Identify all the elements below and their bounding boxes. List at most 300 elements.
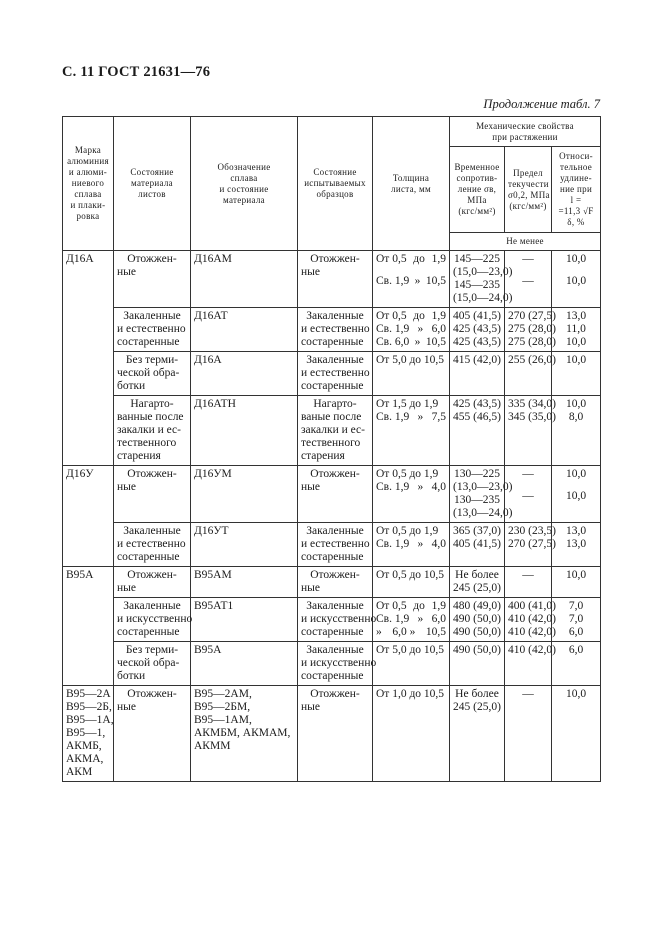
thickness-cell xyxy=(373,598,450,642)
yield-value: 400 (41,0) xyxy=(508,600,556,612)
designation-text: Д16АМ xyxy=(194,253,232,265)
test-state-text: старения xyxy=(301,450,345,462)
thickness-range xyxy=(376,468,446,481)
state-text: ные xyxy=(117,582,136,594)
thickness-range xyxy=(376,336,446,349)
table-row xyxy=(63,352,601,396)
thickness-cell xyxy=(373,466,450,523)
header-line: Временное xyxy=(454,162,500,172)
test-state-text: и естественно xyxy=(301,538,370,550)
thickness-range xyxy=(376,626,446,639)
elongation-cell xyxy=(552,352,601,396)
state-text: состаренные xyxy=(117,336,180,348)
tensile-value: 130—225 xyxy=(454,468,500,480)
thickness-part: 6,0 » xyxy=(392,626,416,638)
test-state-text: состаренные xyxy=(301,551,364,563)
tensile-value: 245 (25,0) xyxy=(453,582,501,594)
spacer xyxy=(508,266,548,275)
test-state-text: состаренные xyxy=(301,336,364,348)
thickness-part: Св. 1,9 xyxy=(376,323,410,335)
thickness-part: От 0,5 xyxy=(376,253,407,265)
designation-cell xyxy=(191,523,298,567)
state-text: ческой обра- xyxy=(117,367,180,379)
table-row xyxy=(63,686,601,782)
thickness-part: 1,9 xyxy=(431,600,446,612)
header-line: при растяжении xyxy=(492,131,558,142)
header-line: МПа xyxy=(467,195,487,205)
tensile-value: 455 (46,5) xyxy=(453,411,501,423)
thickness-part: От 0,5 до 1,9 xyxy=(376,468,439,480)
state-text: состаренные xyxy=(117,551,180,563)
tensile-cell xyxy=(450,598,505,642)
state-cell xyxy=(114,251,191,308)
elongation-value: 7,0 xyxy=(568,600,584,612)
elongation-value: 13,0 xyxy=(565,310,587,322)
yield-value: 275 (28,0) xyxy=(508,323,556,335)
brand-name: В95—2Б, xyxy=(66,701,112,713)
test-state-cell xyxy=(298,686,373,782)
tensile-value: 130—235 xyxy=(454,494,500,506)
header-line: текучести xyxy=(508,178,549,189)
designation-text: Д16А xyxy=(194,354,222,366)
designation-text: В95—2АМ, xyxy=(194,688,252,700)
test-state-cell xyxy=(298,598,377,642)
spacer xyxy=(508,481,548,490)
thickness-range xyxy=(376,411,446,424)
elongation-value: 10,0 xyxy=(565,336,587,348)
state-cell xyxy=(114,308,191,352)
yield-value: — xyxy=(522,490,534,502)
state-cell xyxy=(114,642,191,686)
tensile-value: (13,0—24,0) xyxy=(453,507,513,519)
elongation-value: 10,0 xyxy=(565,354,587,366)
test-state-text: Нагарто- xyxy=(313,398,357,410)
designation-cell xyxy=(191,598,298,642)
tensile-value: Не более xyxy=(455,688,499,700)
designation-text: АКММ xyxy=(194,740,231,752)
yield-value: — xyxy=(522,468,534,480)
thickness-cell xyxy=(373,686,450,782)
header-line: δ, % xyxy=(567,217,585,227)
header-line: Относи- xyxy=(559,151,593,161)
header-line: образцов xyxy=(316,189,354,199)
designation-cell xyxy=(191,308,298,352)
header-line: и плаки- xyxy=(70,200,106,210)
thickness-range xyxy=(376,481,446,494)
elongation-cell xyxy=(552,308,601,352)
thickness-part: 1,9 xyxy=(431,253,446,265)
header-line: ровка xyxy=(76,211,100,221)
header-line: сплава xyxy=(230,172,258,183)
header-line: и состояние xyxy=(219,183,269,194)
test-state-cell xyxy=(298,251,373,308)
designation-text: Д16УМ xyxy=(194,468,232,480)
brand-name: АКМБ, xyxy=(66,740,102,752)
tensile-value: 490 (50,0) xyxy=(453,613,501,625)
tensile-value: (15,0—24,0) xyxy=(453,292,513,304)
test-state-text: Закаленные xyxy=(306,525,364,537)
designation-text: Д16АТ xyxy=(194,310,228,322)
mechanical-properties-table xyxy=(62,116,601,782)
state-text: ческой обра- xyxy=(117,657,180,669)
thickness-part: От 5,0 до 10,5 xyxy=(376,644,445,656)
yield-value: 410 (42,0) xyxy=(508,644,556,656)
tensile-value: 145—225 xyxy=(454,253,500,265)
brand-name: АКМ xyxy=(66,766,93,778)
thickness-range xyxy=(376,569,446,582)
yield-value: 275 (28,0) xyxy=(508,336,556,348)
state-text: ные xyxy=(117,266,136,278)
thickness-range xyxy=(376,275,446,288)
yield-value: — xyxy=(522,275,534,287)
state-text: ботки xyxy=(117,380,146,392)
yield-cell xyxy=(505,642,556,686)
header-line: ление σв, xyxy=(457,184,497,194)
tensile-cell xyxy=(450,308,505,352)
spacer xyxy=(555,266,597,275)
thickness-part: » xyxy=(414,275,421,287)
header-test-state xyxy=(298,117,373,251)
thickness-range xyxy=(376,538,446,551)
state-text: тественного xyxy=(117,437,177,449)
thickness-part: » xyxy=(417,323,424,335)
elongation-cell xyxy=(552,642,601,686)
thickness-part: » xyxy=(417,481,424,493)
elongation-cell xyxy=(552,523,601,567)
table-body xyxy=(63,251,601,782)
thickness-range xyxy=(376,600,446,613)
state-cell xyxy=(114,352,191,396)
brand-cell xyxy=(63,567,114,686)
thickness-part: Св. 1,9 xyxy=(376,275,410,287)
test-state-text: и искусственно xyxy=(301,613,377,625)
thickness-range xyxy=(376,398,446,411)
designation-text: В95—1АМ, xyxy=(194,714,252,726)
thickness-range xyxy=(376,525,446,538)
thickness-part: 6,0 xyxy=(431,613,446,625)
thickness-part: Св. 1,9 xyxy=(376,411,410,423)
tensile-cell xyxy=(450,396,505,466)
tensile-value: 405 (41,5) xyxy=(453,538,501,550)
header-state xyxy=(114,117,191,251)
header-not-less: Не менее xyxy=(450,233,601,251)
designation-text: АКМБМ, АКМАМ, xyxy=(194,727,291,739)
yield-value: — xyxy=(522,569,534,581)
brand-cell xyxy=(63,686,114,782)
tensile-cell xyxy=(450,352,505,396)
header-designation xyxy=(191,117,298,251)
brand-cell xyxy=(63,251,114,466)
thickness-part: до xyxy=(413,310,425,322)
brand-cell xyxy=(63,466,114,567)
state-cell xyxy=(114,396,191,466)
designation-text: В95АТ1 xyxy=(194,600,234,612)
elongation-cell xyxy=(552,396,601,466)
thickness-part: » xyxy=(417,613,424,625)
elongation-value: 10,0 xyxy=(565,468,587,480)
tensile-value: 425 (43,5) xyxy=(453,323,501,335)
test-state-text: тественного xyxy=(301,437,361,449)
state-text: Закаленные xyxy=(123,525,181,537)
tensile-cell xyxy=(450,251,513,308)
thickness-part: От 1,5 до 1,9 xyxy=(376,398,439,410)
thickness-part: 4,0 xyxy=(431,538,446,550)
state-text: состаренные xyxy=(117,626,180,638)
table-continuation-caption: Продолжение табл. 7 xyxy=(483,97,600,111)
thickness-part: От 0,5 до 1,9 xyxy=(376,525,439,537)
yield-value: 345 (35,0) xyxy=(508,411,556,423)
test-state-text: ные xyxy=(301,701,320,713)
yield-value: — xyxy=(522,253,534,265)
thickness-part: 7,5 xyxy=(431,411,446,423)
thickness-part: » xyxy=(376,626,382,638)
test-state-text: закалки и ес- xyxy=(301,424,365,436)
header-line: алюминия xyxy=(67,156,109,166)
thickness-range xyxy=(376,253,446,266)
elongation-cell xyxy=(552,251,601,308)
thickness-part: От 0,5 до 10,5 xyxy=(376,569,445,581)
yield-cell xyxy=(505,686,552,782)
thickness-part: От 1,0 до 10,5 xyxy=(376,688,445,700)
brand-name: АКМА, xyxy=(66,753,104,765)
test-state-cell xyxy=(298,352,373,396)
thickness-part: 1,9 xyxy=(431,310,446,322)
page-title: С. 11 ГОСТ 21631—76 xyxy=(62,64,211,80)
elongation-value: 6,0 xyxy=(568,626,584,638)
designation-cell xyxy=(191,567,298,598)
state-text: ные xyxy=(117,481,136,493)
header-line: Состояние xyxy=(313,167,357,177)
state-cell xyxy=(114,598,191,642)
test-state-text: Отожжен- xyxy=(310,688,360,700)
table-row xyxy=(63,598,601,642)
tensile-value: 415 (42,0) xyxy=(453,354,501,366)
state-text: и естественно xyxy=(117,538,186,550)
test-state-cell xyxy=(298,642,377,686)
thickness-part: Св. 1,9 xyxy=(376,481,410,493)
brand-name: В95—2А xyxy=(66,688,111,700)
yield-cell xyxy=(505,396,556,466)
yield-value: 410 (42,0) xyxy=(508,626,556,638)
header-mech-group xyxy=(450,117,601,147)
elongation-value: 13,0 xyxy=(565,525,587,537)
header-line: материала xyxy=(223,194,265,205)
thickness-part: 10,5 xyxy=(425,626,446,638)
designation-cell xyxy=(191,396,298,466)
state-text: Без терми- xyxy=(125,644,179,656)
state-cell xyxy=(114,567,191,598)
thickness-range xyxy=(376,310,446,323)
designation-text: В95А xyxy=(194,644,222,656)
header-tensile xyxy=(450,147,505,233)
elongation-value: 7,0 xyxy=(568,613,584,625)
designation-cell xyxy=(191,686,298,782)
elongation-cell xyxy=(552,567,601,598)
elongation-cell xyxy=(552,686,601,782)
state-text: и искусственно xyxy=(117,613,193,625)
tensile-value: (13,0—23,0) xyxy=(453,481,513,493)
state-text: ботки xyxy=(117,670,146,682)
tensile-value: 365 (37,0) xyxy=(453,525,501,537)
test-state-text: Закаленные xyxy=(306,354,364,366)
state-text: Закаленные xyxy=(123,310,181,322)
thickness-range xyxy=(376,613,446,626)
yield-value: 270 (27,5) xyxy=(508,310,556,322)
test-state-text: и естественно xyxy=(301,367,370,379)
table-row xyxy=(63,523,601,567)
header-line: Состояние xyxy=(130,167,174,177)
test-state-text: состаренные xyxy=(301,626,364,638)
yield-value: 230 (23,5) xyxy=(508,525,556,537)
yield-cell xyxy=(505,598,556,642)
header-line: σ0,2, МПа xyxy=(508,189,550,200)
elongation-value: 10,0 xyxy=(565,688,587,700)
tensile-cell xyxy=(450,567,505,598)
brand-name: В95—1А, xyxy=(66,714,114,726)
state-text: Отожжен- xyxy=(127,468,177,480)
state-text: и естественно xyxy=(117,323,186,335)
header-line: Марка xyxy=(74,145,102,155)
tensile-value: (15,0—23,0) xyxy=(453,266,513,278)
header-line: листов xyxy=(138,189,166,199)
thickness-part: Св. 1,9 xyxy=(376,613,410,625)
elongation-value: 8,0 xyxy=(568,411,584,423)
thickness-cell xyxy=(373,523,450,567)
header-line: испытываемых xyxy=(304,178,366,188)
test-state-text: состаренные xyxy=(301,380,364,392)
header-line: ние при xyxy=(559,184,593,194)
state-text: Нагарто- xyxy=(130,398,174,410)
brand-name: Д16У xyxy=(66,468,94,480)
state-text: Без терми- xyxy=(125,354,179,366)
test-state-text: ваные после xyxy=(301,411,362,423)
state-text: старения xyxy=(117,450,161,462)
yield-cell xyxy=(505,523,556,567)
test-state-text: состаренные xyxy=(301,670,364,682)
state-text: закалки и ес- xyxy=(117,424,181,436)
thickness-part: » xyxy=(414,336,421,348)
thickness-part: 4,0 xyxy=(431,481,446,493)
header-brand xyxy=(63,117,114,251)
test-state-text: Закаленные xyxy=(306,644,364,656)
spacer xyxy=(376,266,446,275)
test-state-text: ные xyxy=(301,582,320,594)
elongation-value: 10,0 xyxy=(565,398,587,410)
tensile-cell xyxy=(450,642,505,686)
test-state-cell xyxy=(298,567,373,598)
header-line: ниевого xyxy=(71,178,105,188)
state-text: ванные после xyxy=(117,411,184,423)
header-line: листа, мм xyxy=(391,183,431,194)
tensile-cell xyxy=(450,466,513,523)
test-state-text: ные xyxy=(301,266,320,278)
table-row xyxy=(63,251,601,308)
test-state-cell xyxy=(298,396,373,466)
thickness-cell xyxy=(373,396,450,466)
yield-value: 270 (27,5) xyxy=(508,538,556,550)
yield-cell xyxy=(505,308,556,352)
test-state-cell xyxy=(298,523,373,567)
header-line: сплава xyxy=(74,189,102,199)
tensile-value: 490 (50,0) xyxy=(453,626,501,638)
table-row xyxy=(63,642,601,686)
state-text: Закаленные xyxy=(123,600,181,612)
spacer xyxy=(555,481,597,490)
thickness-part: » xyxy=(417,411,424,423)
test-state-text: ные xyxy=(301,481,320,493)
designation-cell xyxy=(191,251,298,308)
thickness-cell xyxy=(373,567,450,598)
thickness-part: Св. 6,0 xyxy=(376,336,410,348)
tensile-value: 425 (43,5) xyxy=(453,398,501,410)
tensile-cell xyxy=(450,523,505,567)
header-line: (кгс/мм²) xyxy=(509,200,547,211)
state-cell xyxy=(114,523,191,567)
thickness-cell xyxy=(373,308,450,352)
designation-cell xyxy=(191,642,298,686)
elongation-value: 13,0 xyxy=(565,538,587,550)
designation-cell xyxy=(191,352,298,396)
tensile-value: Не более xyxy=(455,569,499,581)
tensile-value: 480 (49,0) xyxy=(453,600,501,612)
yield-cell xyxy=(505,352,556,396)
table-row xyxy=(63,396,601,466)
header-line: (кгс/мм²) xyxy=(458,206,496,216)
state-text: ные xyxy=(117,701,136,713)
header-line: l = xyxy=(570,195,582,205)
thickness-cell xyxy=(373,642,450,686)
designation-cell xyxy=(191,466,298,523)
thickness-part: От 5,0 до 10,5 xyxy=(376,354,445,366)
thickness-range xyxy=(376,323,446,336)
tensile-value: 490 (50,0) xyxy=(453,644,501,656)
table-row xyxy=(63,466,601,523)
elongation-value: 10,0 xyxy=(565,275,587,287)
test-state-text: Отожжен- xyxy=(310,569,360,581)
header-elongation xyxy=(552,147,601,233)
elongation-value: 11,0 xyxy=(566,323,586,335)
header-line: =11,3 √F xyxy=(558,206,594,216)
table-row xyxy=(63,308,601,352)
test-state-cell xyxy=(298,466,373,523)
header-thickness xyxy=(373,117,450,251)
header-line: Механические свойства xyxy=(476,120,574,131)
table-row xyxy=(63,567,601,598)
elongation-value: 10,0 xyxy=(565,253,587,265)
thickness-part: От 0,5 xyxy=(376,310,407,322)
brand-name: Д16А xyxy=(66,253,94,265)
header-line: и алюми- xyxy=(68,167,108,177)
thickness-range xyxy=(376,354,446,367)
test-state-cell xyxy=(298,308,373,352)
test-state-text: Отожжен- xyxy=(310,468,360,480)
thickness-part: От 0,5 xyxy=(376,600,407,612)
thickness-range xyxy=(376,644,446,657)
test-state-text: и естественно xyxy=(301,323,370,335)
designation-text: В95—2БМ, xyxy=(194,701,251,713)
tensile-value: 405 (41,5) xyxy=(453,310,501,322)
thickness-part: 6,0 xyxy=(431,323,446,335)
test-state-text: Закаленные xyxy=(306,310,364,322)
thickness-part: до xyxy=(413,600,425,612)
elongation-cell xyxy=(552,598,601,642)
thickness-range xyxy=(376,688,446,701)
tensile-value: 245 (25,0) xyxy=(453,701,501,713)
elongation-value: 6,0 xyxy=(568,644,584,656)
header-line: Толщина xyxy=(392,172,430,183)
state-text: Отожжен- xyxy=(127,569,177,581)
thickness-part: 10,5 xyxy=(425,275,446,287)
